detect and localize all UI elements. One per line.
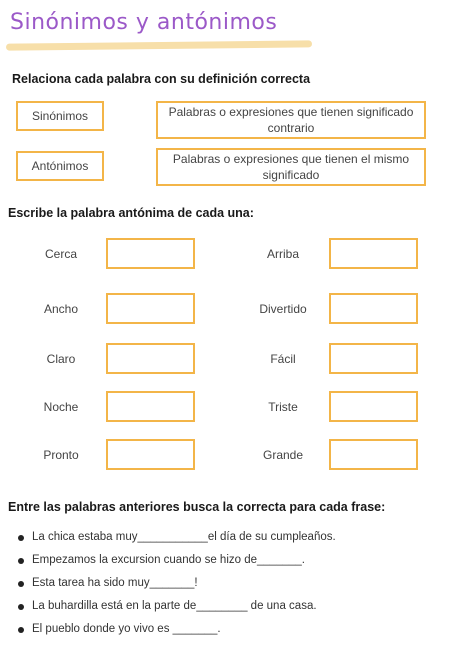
title-underline	[6, 40, 312, 50]
word-label: Pronto	[43, 448, 79, 462]
bullet-icon	[18, 535, 24, 541]
sentence-text: La buhardilla está en la parte de________ de una casa.	[32, 600, 317, 612]
answer-input[interactable]	[329, 343, 418, 374]
bullet-icon	[18, 558, 24, 564]
section-heading-antonyms: Escribe la palabra antónima de cada una:	[8, 206, 254, 220]
word-label: Claro	[46, 352, 76, 366]
answer-input[interactable]	[329, 238, 418, 269]
sentence-text: El pueblo donde yo vivo es _______.	[32, 623, 221, 635]
term-box-sinonimos[interactable]: Sinónimos	[16, 101, 104, 131]
list-item	[16, 599, 336, 622]
sentence-text: Esta tarea ha sido muy_______!	[32, 577, 198, 589]
list-item	[16, 530, 336, 553]
word-label: Grande	[262, 448, 304, 462]
answer-input[interactable]	[106, 343, 195, 374]
answer-input[interactable]	[329, 439, 418, 470]
section-heading-sentences: Entre las palabras anteriores busca la correcta para cada frase:	[8, 500, 386, 514]
page-title: Sinónimos y antónimos	[10, 10, 278, 35]
sentence-text: Empezamos la excursion cuando se hizo de_______.	[32, 554, 305, 566]
list-item	[16, 622, 336, 645]
answer-input[interactable]	[106, 391, 195, 422]
term-box-antonimos[interactable]: Antónimos	[16, 151, 104, 181]
bullet-icon	[18, 604, 24, 610]
bullet-icon	[18, 627, 24, 633]
answer-input[interactable]	[329, 293, 418, 324]
word-label: Arriba	[266, 247, 299, 261]
word-label: Ancho	[43, 302, 79, 316]
word-label: Triste	[268, 400, 298, 414]
definition-box-mismo[interactable]: Palabras o expresiones que tienen el mismo significado	[156, 148, 426, 186]
word-label: Cerca	[44, 247, 77, 261]
section-heading-match: Relaciona cada palabra con su definición correcta	[12, 72, 311, 86]
answer-input[interactable]	[329, 391, 418, 422]
bullet-icon	[18, 581, 24, 587]
answer-input[interactable]	[106, 238, 195, 269]
list-item	[16, 553, 336, 576]
sentence-list	[16, 530, 336, 645]
list-item	[16, 576, 336, 599]
word-label: Noche	[43, 400, 79, 414]
answer-input[interactable]	[106, 293, 195, 324]
word-label: Fácil	[270, 352, 296, 366]
definition-box-contrario[interactable]: Palabras o expresiones que tienen significado contrario	[156, 101, 426, 139]
word-label: Divertido	[259, 302, 307, 316]
answer-input[interactable]	[106, 439, 195, 470]
sentence-text: La chica estaba muy___________el día de su cumpleaños.	[32, 531, 336, 543]
